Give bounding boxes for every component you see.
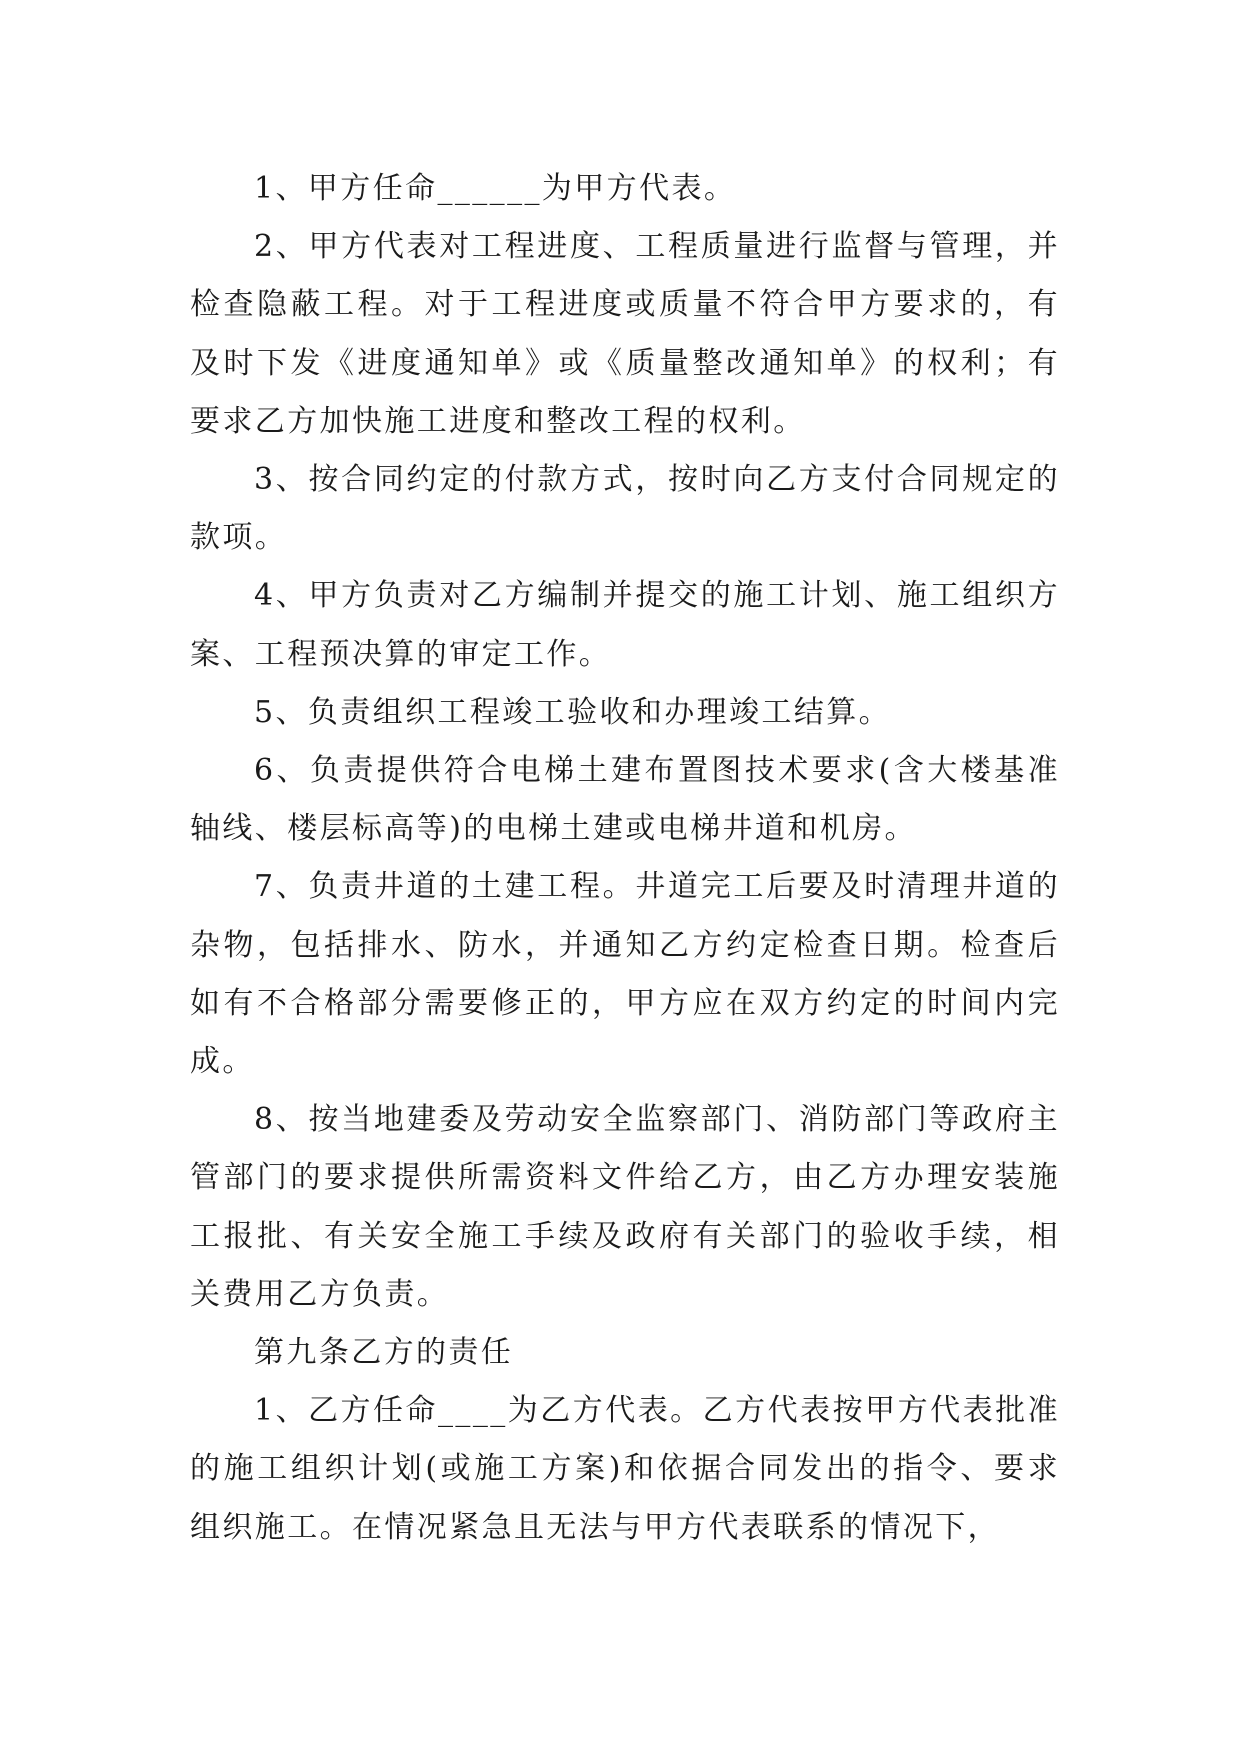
clause-documents-approval: 8、按当地建委及劳动安全监察部门、消防部门等政府主管部门的要求提供所需资料文件给乙方，由乙方办理安装施工报批、有关安全施工手续及政府有关部门的验收手续，相关费用乙方负责。: [190, 1102, 1060, 1312]
article-heading-party-b: 第九条乙方的责任: [254, 1335, 514, 1371]
clause-civil-works-provision: 6、负责提供符合电梯土建布置图技术要求(含大楼基准轴线、楼层标高等)的电梯土建或电梯井道和机房。: [190, 753, 1060, 847]
clause-payment: 3、按合同约定的付款方式，按时向乙方支付合同规定的款项。: [190, 462, 1060, 556]
clause-shaft-works: 7、负责井道的土建工程。井道完工后要及时清理井道的杂物，包括排水、防水，并通知乙方约定检查日期。检查后如有不合格部分需要修正的，甲方应在双方约定的时间内完成。: [190, 869, 1060, 1080]
clause-party-b-representative: 1、乙方任命____为乙方代表。乙方代表按甲方代表批准的施工组织计划(或施工方案)和依据合同发出的指令、要求组织施工。在情况紧急且无法与甲方代表联系的情况下，: [190, 1393, 1060, 1545]
clause-party-a-representative: 1、甲方任命______为甲方代表。: [254, 171, 737, 206]
clause-party-a-supervision: 2、甲方代表对工程进度、工程质量进行监督与管理，并检查隐蔽工程。对于工程进度或质量不符合甲方要求的，有及时下发《进度通知单》或《质量整改通知单》的权利；有要求乙方加快施工进度和整改工程的权利。: [190, 229, 1060, 439]
clause-acceptance: 5、负责组织工程竣工验收和办理竣工结算。: [254, 694, 892, 730]
clause-plan-approval: 4、甲方负责对乙方编制并提交的施工计划、施工组织方案、工程预决算的审定工作。: [190, 578, 1060, 672]
document-body: [190, 160, 1060, 1557]
